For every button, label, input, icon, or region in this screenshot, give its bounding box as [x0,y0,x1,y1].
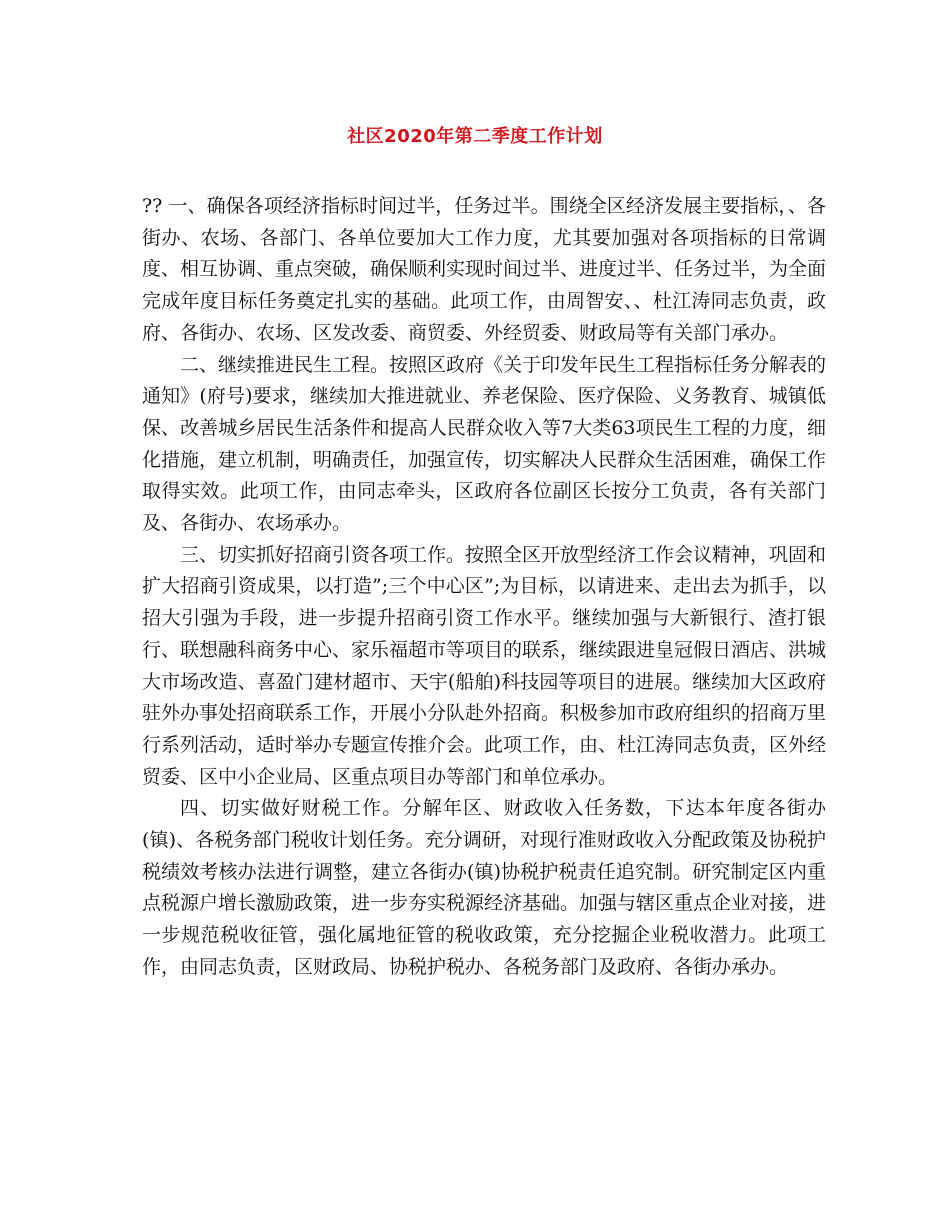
paragraph-4: 四、切实做好财税工作。分解年区、财政收入任务数，下达本年度各街办(镇)、各税务部门税收计划任务。充分调研，对现行准财政收入分配政策及协税护税绩效考核办法进行调整，建立各街办(镇)协税护税责任追究制。研究制定区内重点税源户增长激励政策，进一步夯实税源经济基础。加强与辖区重点企业对接，进一步规范税收征管，强化属地征管的税收政策，充分挖掘企业税收潜力。此项工作，由同志负责，区财政局、协税护税办、各税务部门及政府、各街办承办。 [142,797,827,978]
paragraph-1: ?? 一、确保各项经济指标时间过半，任务过半。围绕全区经济发展主要指标，、各街办、农场、各部门、各单位要加大工作力度，尤其要加强对各项指标的日常调度、相互协调、重点突破，确保顺利实现时间过半、进度过半、任务过半，为全面完成年度目标任务奠定扎实的基础。此项工作，由周智安、、杜江涛同志负责，政府、各街办、农场、区发改委、商贸委、外经贸委、财政局等有关部门承办。 [142,195,827,344]
page-title: 社区2020年第二季度工作计划 [347,126,603,147]
paragraph-3: 三、切实抓好招商引资各项工作。按照全区开放型经济工作会议精神，巩固和扩大招商引资成果，以打造”;三个中心区”;为目标，以请进来、走出去为抓手，以招大引强为手段，进一步提升招商引资工作水平。继续加强与大新银行、渣打银行、联想融科商务中心、家乐福超市等项目的联系，继续跟进皇冠假日酒店、洪城大市场改造、喜盈门建材超市、天宇(船舶)科技园等项目的进展。继续加大区政府驻外办事处招商联系工作，开展小分队赴外招商。积极参加市政府组织的招商万里行系列活动，适时举办专题宣传推介会。此项工作，由、杜江涛同志负责，区外经贸委、区中小企业局、区重点项目办等部门和单位承办。 [142,543,827,788]
paragraph-2: 二、继续推进民生工程。按照区政府《关于印发年民生工程指标任务分解表的通知》(府号)要求，继续加大推进就业、养老保险、医疗保险、义务教育、城镇低保、改善城乡居民生活条件和提高人民群众收入等7大类63项民生工程的力度，细化措施，建立机制，明确责任，加强宣传，切实解决人民群众生活困难，确保工作取得实效。此项工作，由同志牵头，区政府各位副区长按分工负责，各有关部门及、各街办、农场承办。 [142,353,827,535]
document-body [142,191,826,984]
